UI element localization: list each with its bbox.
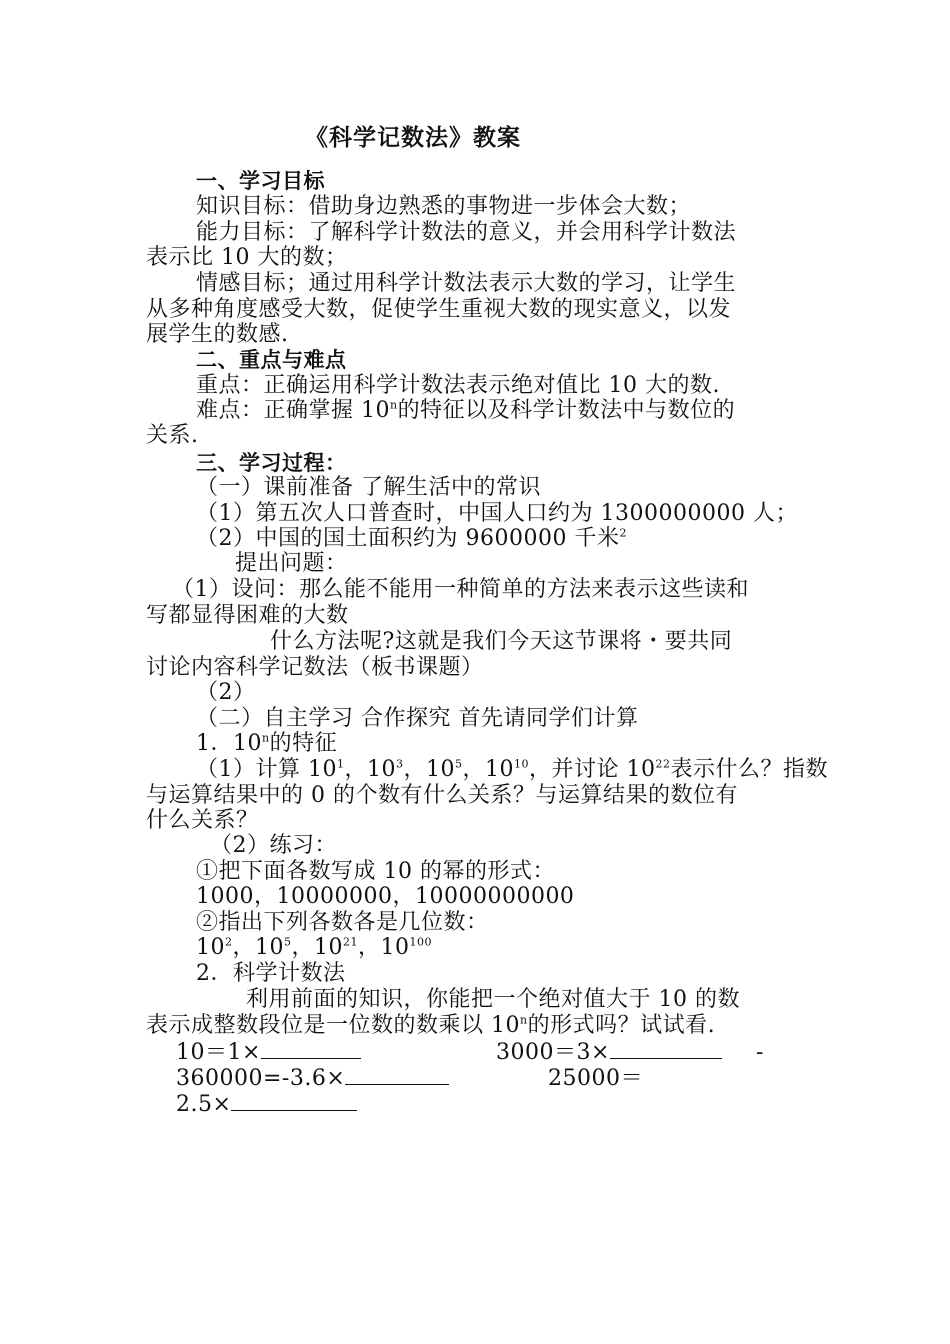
answer-blank[interactable] (610, 1040, 722, 1059)
text-difficulty-1 (196, 398, 735, 424)
text-emotion-goal-1: 情感目标；通过用科学计数法表示大数的学习，让学生 (196, 271, 737, 296)
document-title: 《科学记数法》教案 (305, 124, 521, 151)
text-ask-1: （1）设问：那么能不能用一种简单的方法来表示这些读和 (172, 577, 749, 602)
equation-1-text: 10＝1× (176, 1040, 261, 1065)
ex2-part: ，10 (358, 935, 410, 960)
text-key-point: 重点：正确运用科学计数法表示绝对值比 10 大的数. (196, 373, 720, 398)
text-use-2 (146, 1013, 715, 1039)
superscript: 5 (455, 757, 463, 771)
text-emotion-goal-3: 展学生的数感. (146, 322, 289, 347)
ex2-part: 10 (196, 935, 225, 960)
text-feature-a: 1．10 (196, 731, 262, 756)
calc-part: ，10 (462, 757, 514, 782)
equation-4: 25000＝ (548, 1066, 643, 1091)
text-exercise-1: ①把下面各数写成 10 的幂的形式： (196, 859, 555, 884)
ex2-part: ，10 (291, 935, 343, 960)
text-difficulty-a: 难点：正确掌握 10 (196, 398, 390, 423)
text-raise-question: 提出问题： (235, 551, 348, 576)
calc-part: （1）计算 10 (196, 757, 337, 782)
calc-part: ，10 (344, 757, 396, 782)
equation-2-text: 3000＝3× (496, 1040, 610, 1065)
text-territory-a: （2）中国的国土面积约为 9600000 千米 (196, 526, 620, 551)
answer-blank[interactable] (231, 1092, 357, 1111)
superscript: 100 (409, 935, 432, 949)
text-practice: （2）练习： (210, 833, 337, 858)
heading-learning-goals: 一、学习目标 (196, 169, 325, 193)
text-knowledge-goal: 知识目标：借助身边熟悉的事物进一步体会大数； (196, 194, 692, 219)
text-exercise-2-numbers (196, 935, 432, 961)
text-territory (196, 526, 627, 552)
text-ability-goal-2: 表示比 10 大的数； (146, 245, 348, 270)
text-part1-title: （一）课前准备 了解生活中的常识 (196, 475, 541, 500)
superscript-2: 2 (619, 526, 627, 540)
heading-learning-process: 三、学习过程： (196, 451, 347, 475)
superscript: 5 (284, 935, 292, 949)
text-sci-notation-heading: 2．科学计数法 (196, 961, 346, 986)
ex2-part: ，10 (232, 935, 284, 960)
calc-part: 表示什么？指数 (670, 757, 829, 782)
equation-3 (176, 1066, 449, 1092)
text-what-method-1: 什么方法呢?这就是我们今天这节课将・要共同 (270, 629, 733, 654)
superscript-n: n (262, 731, 270, 745)
text-calc-3: 什么关系？ (146, 808, 259, 833)
text-ability-goal-1: 能力目标：了解科学计数法的意义，并会用科学计数法 (196, 220, 737, 245)
use-part: 的形式吗？试试看. (527, 1013, 716, 1038)
text-feature-heading (196, 731, 337, 757)
superscript-n: n (390, 398, 398, 412)
equation-3-text: 360000=-3.6× (176, 1066, 346, 1091)
calc-part: ，10 (403, 757, 455, 782)
text-calc-2: 与运算结果中的 0 的个数有什么关系？与运算结果的数位有 (146, 783, 738, 808)
text-emotion-goal-2: 从多种角度感受大数，促使学生重视大数的现实意义，以发 (146, 297, 732, 322)
superscript-n: n (520, 1013, 528, 1027)
text-population: （1）第五次人口普查时，中国人口约为 1300000000 人； (196, 501, 798, 526)
heading-key-points: 二、重点与难点 (196, 348, 347, 372)
superscript: 10 (514, 757, 529, 771)
text-part2-title: （二）自主学习 合作探究 首先请同学们计算 (196, 706, 639, 731)
equation-1 (176, 1040, 361, 1066)
text-calc-1 (196, 757, 828, 783)
equation-2 (496, 1040, 722, 1066)
calc-part: ，并讨论 10 (529, 757, 656, 782)
superscript: 3 (396, 757, 404, 771)
text-feature-b: 的特征 (269, 731, 338, 756)
equation-5 (176, 1092, 357, 1118)
superscript: 21 (343, 935, 358, 949)
text-item-2: （2） (196, 680, 256, 705)
answer-blank[interactable] (345, 1066, 449, 1085)
text-what-method-2: 讨论内容科学记数法（板书课题） (146, 655, 484, 680)
text-use-1: 利用前面的知识，你能把一个绝对值大于 10 的数 (246, 987, 740, 1012)
superscript: 2 (225, 935, 233, 949)
use-part: 表示成整数段位是一位数的数乘以 10 (146, 1013, 520, 1038)
superscript: 1 (337, 757, 345, 771)
text-ask-2: 写都显得困难的大数 (146, 603, 349, 628)
answer-blank[interactable] (261, 1040, 361, 1059)
superscript: 22 (655, 757, 671, 771)
equation-dash: - (756, 1040, 764, 1065)
text-difficulty-b: 的特征以及科学计数法中与数位的 (397, 398, 736, 423)
text-difficulty-2: 关系. (146, 423, 199, 448)
equation-5-text: 2.5× (176, 1092, 232, 1117)
text-exercise-1-numbers: 1000，10000000，10000000000 (196, 884, 575, 909)
text-exercise-2: ②指出下列各数各是几位数： (196, 910, 489, 935)
